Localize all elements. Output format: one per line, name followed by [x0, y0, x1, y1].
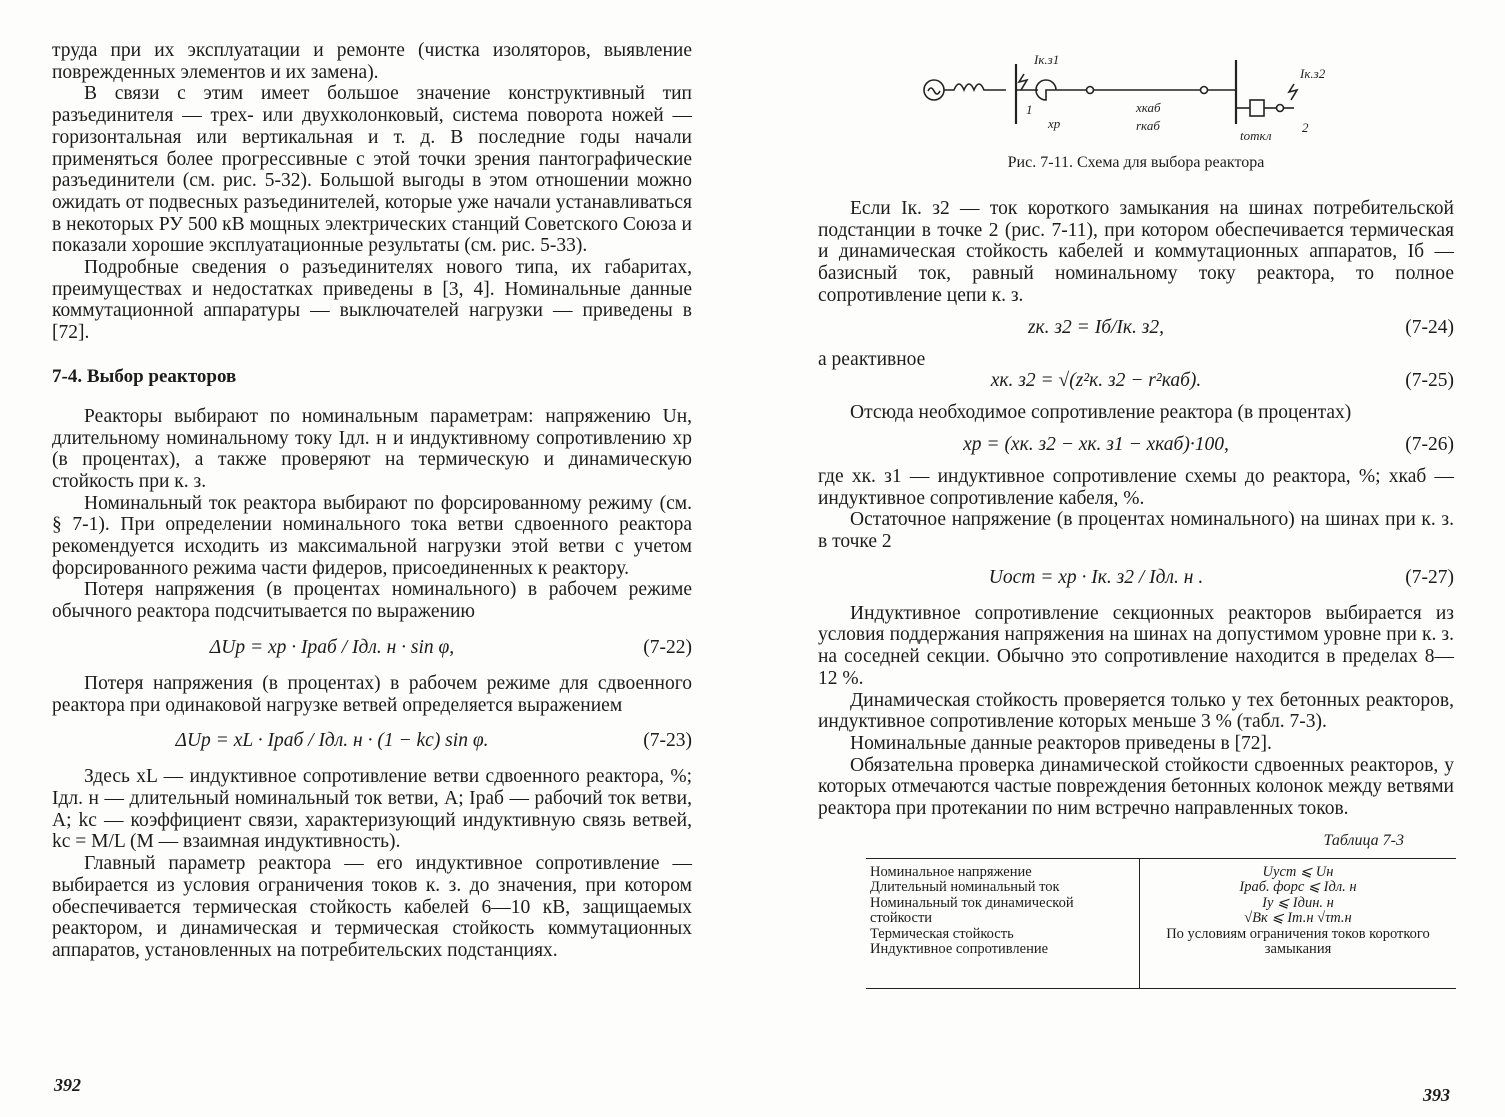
section-heading: 7-4. Выбор реакторов [52, 365, 237, 387]
equation-7-23 [52, 716, 692, 766]
table-7-3 [866, 858, 1456, 989]
table-text: Uуст ⩽ Uн [1262, 863, 1334, 880]
table-row [866, 858, 1456, 988]
equation-number: (7-25) [1405, 370, 1454, 392]
table-text: Термическая стойкость [870, 925, 1014, 942]
label-xkab: xкаб [1136, 100, 1161, 115]
equation-body: Uост = xр · Iк. з2 / Iдл. н . [988, 566, 1204, 588]
label-ik32: Iк.з2 [1300, 66, 1326, 81]
equation-number: (7-27) [1405, 566, 1454, 588]
equation-body: ΔUр = xр · Iраб / Iдл. н · sin φ, [209, 636, 455, 658]
paragraph: Реакторы выбирают по номинальным параметрам: напряжению Uн, длительному номинальному току Iдл. н и индуктивному сопротивлению xр (в процентах), а также проверяют на термическую и динамическую стойкость при к. з. [52, 405, 692, 492]
equation-7-25 [818, 370, 1454, 402]
equation-body: xр = (xк. з2 − xк. з1 − xкаб)·100, [963, 433, 1229, 455]
paragraph: Потеря напряжения (в процентах) в рабочем режиме для сдвоенного реактора при одинаковой нагрузке ветвей определяется выражением [52, 672, 692, 716]
paragraph: труда при их эксплуатации и ремонте (чистка изоляторов, выявление поврежденных элементов и их замена). [52, 40, 692, 83]
breaker-symbol [1250, 100, 1264, 116]
page-number: 392 [54, 1075, 81, 1095]
table-text: Индуктивное сопротивление [870, 941, 1049, 958]
equation-7-26 [818, 424, 1454, 466]
paragraph: Динамическая стойкость проверяется только у тех бетонных реакторов, индуктивное сопротивление которых меньше 3 % (табл. 7-3). [818, 689, 1454, 733]
paragraph: Обязательна проверка динамической стойкости сдвоенных реакторов, у которых отмечаются частые повреждения бетонных колонок между ветвями реактора при протекании по ним встречно направленных токов. [818, 754, 1454, 820]
right-page [818, 50, 1454, 1105]
equation-number: (7-24) [1405, 316, 1454, 338]
table-caption: Таблица 7-3 [1323, 831, 1404, 849]
table-text: Iраб. форс ⩽ Iдл. н [1239, 879, 1357, 896]
equation-7-27 [818, 553, 1454, 603]
label-xp: xр [1048, 116, 1061, 131]
label-totkl: tоткл [1240, 128, 1272, 143]
paragraph: Главный параметр реактора — его индуктивное сопротивление — выбирается из условия ограничения токов к. з. до значения, при котором обеспечивается термическая стойкость кабелей 6—10 кВ, защищаемых реактором, и динамическая и термическая стойкость коммутационных аппаратов, установленных на потребительских подстанциях. [52, 853, 692, 961]
paragraph: Если Iк. з2 — ток короткого замыкания на шинах потребительской подстанции в точке 2 (рис. 7-11), при котором обеспечивается термическая и динамическая стойкость кабелей и коммутационных аппаратов, Iб — базисный ток, равный номинальному току реактора, то полное сопротивление цепи к. з. [818, 198, 1454, 306]
table-cell-left [866, 858, 1140, 988]
paragraph: Номинальные данные реакторов приведены в [72]. [850, 732, 1272, 754]
reactor-circuit-diagram [916, 50, 1356, 150]
figure-caption: Рис. 7-11. Схема для выбора реактора [1007, 154, 1265, 171]
equation-body: zк. з2 = Iб/Iк. з2, [1027, 316, 1165, 338]
paragraph: где xк. з1 — индуктивное сопротивление схемы до реактора, %; xкаб — индуктивное сопротивление кабеля, %. [818, 465, 1454, 509]
paragraph: Остаточное напряжение (в процентах номинального) на шинах при к. з. в точке 2 [818, 509, 1454, 553]
left-page [52, 40, 692, 1095]
paragraph: В связи с этим имеет большое значение конструктивный тип разъединителя — трех- или двухколонковый, система поворота ножей — горизонтальная или вертикальная и т. д. В последние годы начали применяться более прогрессивные с этой точки зрения пантографические разъединители (см. рис. 5-32). Большой выгоды в этом отношении можно ожидать от подвесных разъединителей, которые уже начали устанавливаться в некоторых РУ 500 кВ мощных электрических станций Советского Союза и показали хорошие эксплуатационные результаты (см. рис. 5-33). [52, 83, 692, 257]
label-point-2: 2 [1302, 120, 1309, 135]
equation-number: (7-26) [1405, 433, 1454, 455]
label-point-1: 1 [1026, 102, 1033, 117]
label-ik31: Iк.з1 [1034, 52, 1060, 67]
equation-7-22 [52, 623, 692, 673]
page-number: 393 [1423, 1085, 1450, 1105]
paragraph: Подробные сведения о разъединителях нового типа, их габаритах, преимуществах и недостатках приведены в [3, 4]. Номинальные данные коммутационной аппаратуры — выключателей нагрузки — приведены в [72]. [52, 257, 692, 344]
paragraph: Индуктивное сопротивление секционных реакторов выбирается из условия поддержания напряжения на шинах на допустимом уровне при к. з. на соседней секции. Обычно это сопротивление находится в пределах 8—12 %. [818, 602, 1454, 689]
equation-7-24 [818, 307, 1454, 349]
table-text: По условиям ограничения токов короткого замыкания [1166, 925, 1430, 958]
label-rkab: rкаб [1136, 118, 1160, 133]
paragraph: а реактивное [818, 348, 926, 370]
reactor-symbol [1036, 80, 1066, 100]
table-text: Номинальный ток динамической стойкости [870, 894, 1074, 927]
equation-body: xк. з2 = √(z²к. з2 − r²каб). [990, 370, 1202, 392]
table-text: √Bк ⩽ Iт.н √τт.н [1244, 910, 1352, 927]
equation-number: (7-23) [643, 730, 692, 752]
equation-body: ΔUр = xL · Iраб / Iдл. н · (1 − kс) sin φ. [175, 730, 489, 752]
paragraph: Потеря напряжения (в процентах номинального) в рабочем режиме обычного реактора подсчитывается по выражению [52, 579, 692, 623]
paragraph: Здесь xL — индуктивное сопротивление ветви сдвоенного реактора, %; Iдл. н — длительный номинальный ток ветви, А; Iраб — рабочий ток ветви, А; kс — коэффициент связи, характеризующий индуктивную связь ветвей, kс = M/L (M — взаимная индуктивность). [52, 766, 692, 853]
paragraph: Номинальный ток реактора выбирают по форсированному режиму (см. § 7-1). При определении номинального тока ветви сдвоенного реактора рекомендуется исходить из максимальной нагрузки этой ветви с учетом форсированного режима части фидеров, присоединенных к реактору. [52, 492, 692, 579]
paragraph: Отсюда необходимое сопротивление реактора (в процентах) [850, 402, 1352, 424]
equation-number: (7-22) [643, 636, 692, 658]
table-cell-right [1140, 858, 1457, 988]
table-text: Iу ⩽ Iдин. н [1262, 894, 1334, 911]
table-text: Длительный номинальный ток [870, 879, 1060, 896]
table-text: Номинальное напряжение [870, 863, 1032, 880]
